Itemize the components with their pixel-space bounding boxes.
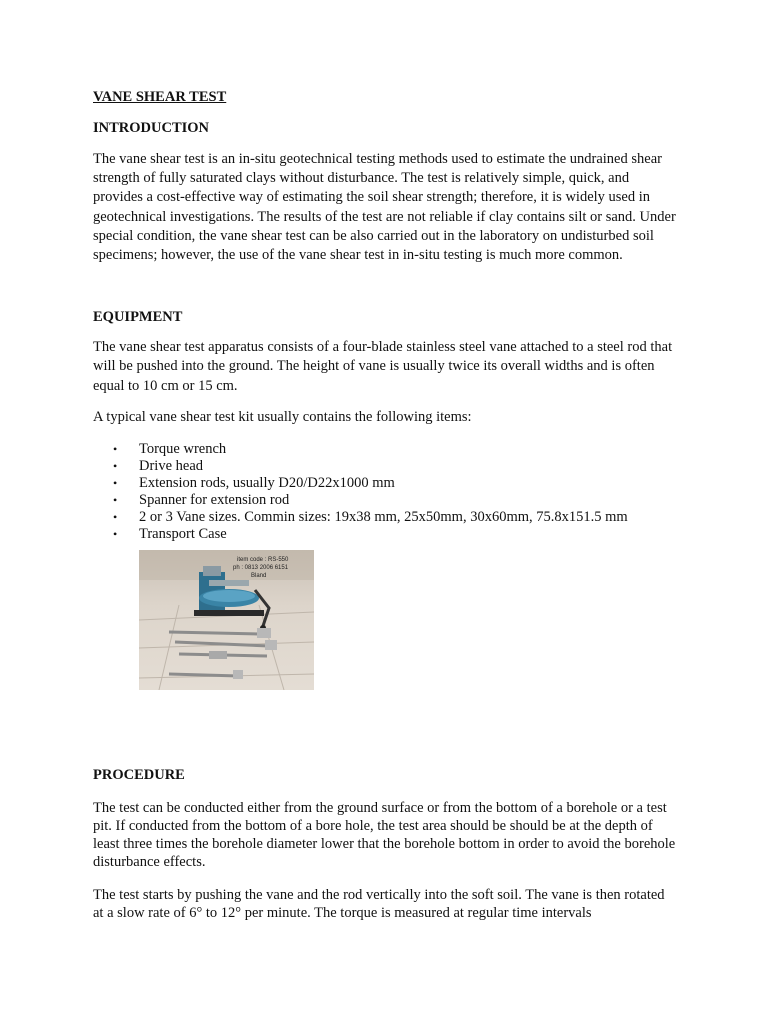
list-item: • Transport Case [93,526,678,543]
list-item: • Spanner for extension rod [93,492,678,509]
list-item: • Extension rods, usually D20/D22x1000 mm [93,475,678,492]
equipment-paragraph: The vane shear test apparatus consists of a four-blade stainless steel vane attached to a steel rod that will be pushed into the ground. The height of vane is usually twice its overall widths and is often equal to 10 cm or 15 cm. [93,339,673,394]
introduction-paragraph: The vane shear test is an in-situ geotechnical testing methods used to estimate the undrained shear strength of fully saturated clays without disturbance. The test is relatively simple, quick, and provides a cost-effective way of estimating the soil shear strength; therefore, it is widely used in geotechnical investigations. The results of the test are not reliable if clay contains silt or sand. Under special condition, the vane shear test can be also carried out in the laboratory on undisturbed soil specimens; however, the use of the vane shear test in in-situ testing is much more common. [93,151,676,264]
procedure-heading: PROCEDURE [93,767,185,784]
list-item: • 2 or 3 Vane sizes. Commin sizes: 19x38 mm, 25x50mm, 30x60mm, 75.8x151.5 mm [93,509,678,526]
introduction-heading: INTRODUCTION [93,120,210,136]
procedure-paragraph: The test can be conducted either from the ground surface or from the bottom of a borehole or a test pit. If conducted from the bottom of a bore hole, the test area should be should be at the depth of least three times the borehole diameter lower that the borehole bottom in order to avoid the borehole disturbance effects. [93,800,676,871]
kit-item-list [93,441,678,543]
photo-caption-line: ph : 0813 2006 6151 [233,565,289,572]
list-item: • Torque wrench [93,441,678,458]
equipment-heading: EQUIPMENT [93,309,183,326]
document-title: VANE SHEAR TEST [93,89,227,105]
procedure-paragraph: The test starts by pushing the vane and the rod vertically into the soft soil. The vane is then rotated at a slow rate of 6° to 12° per minute. The torque is measured at regular time intervals [93,887,665,922]
vane-shear-kit-photo [139,550,314,690]
photo-caption-line: item code : RS-550 [237,557,289,564]
photo-caption-line: Bland [251,573,267,580]
document-page [93,88,678,922]
list-item: • Drive head [93,458,678,475]
kit-intro-paragraph: A typical vane shear test kit usually contains the following items: [93,408,472,425]
